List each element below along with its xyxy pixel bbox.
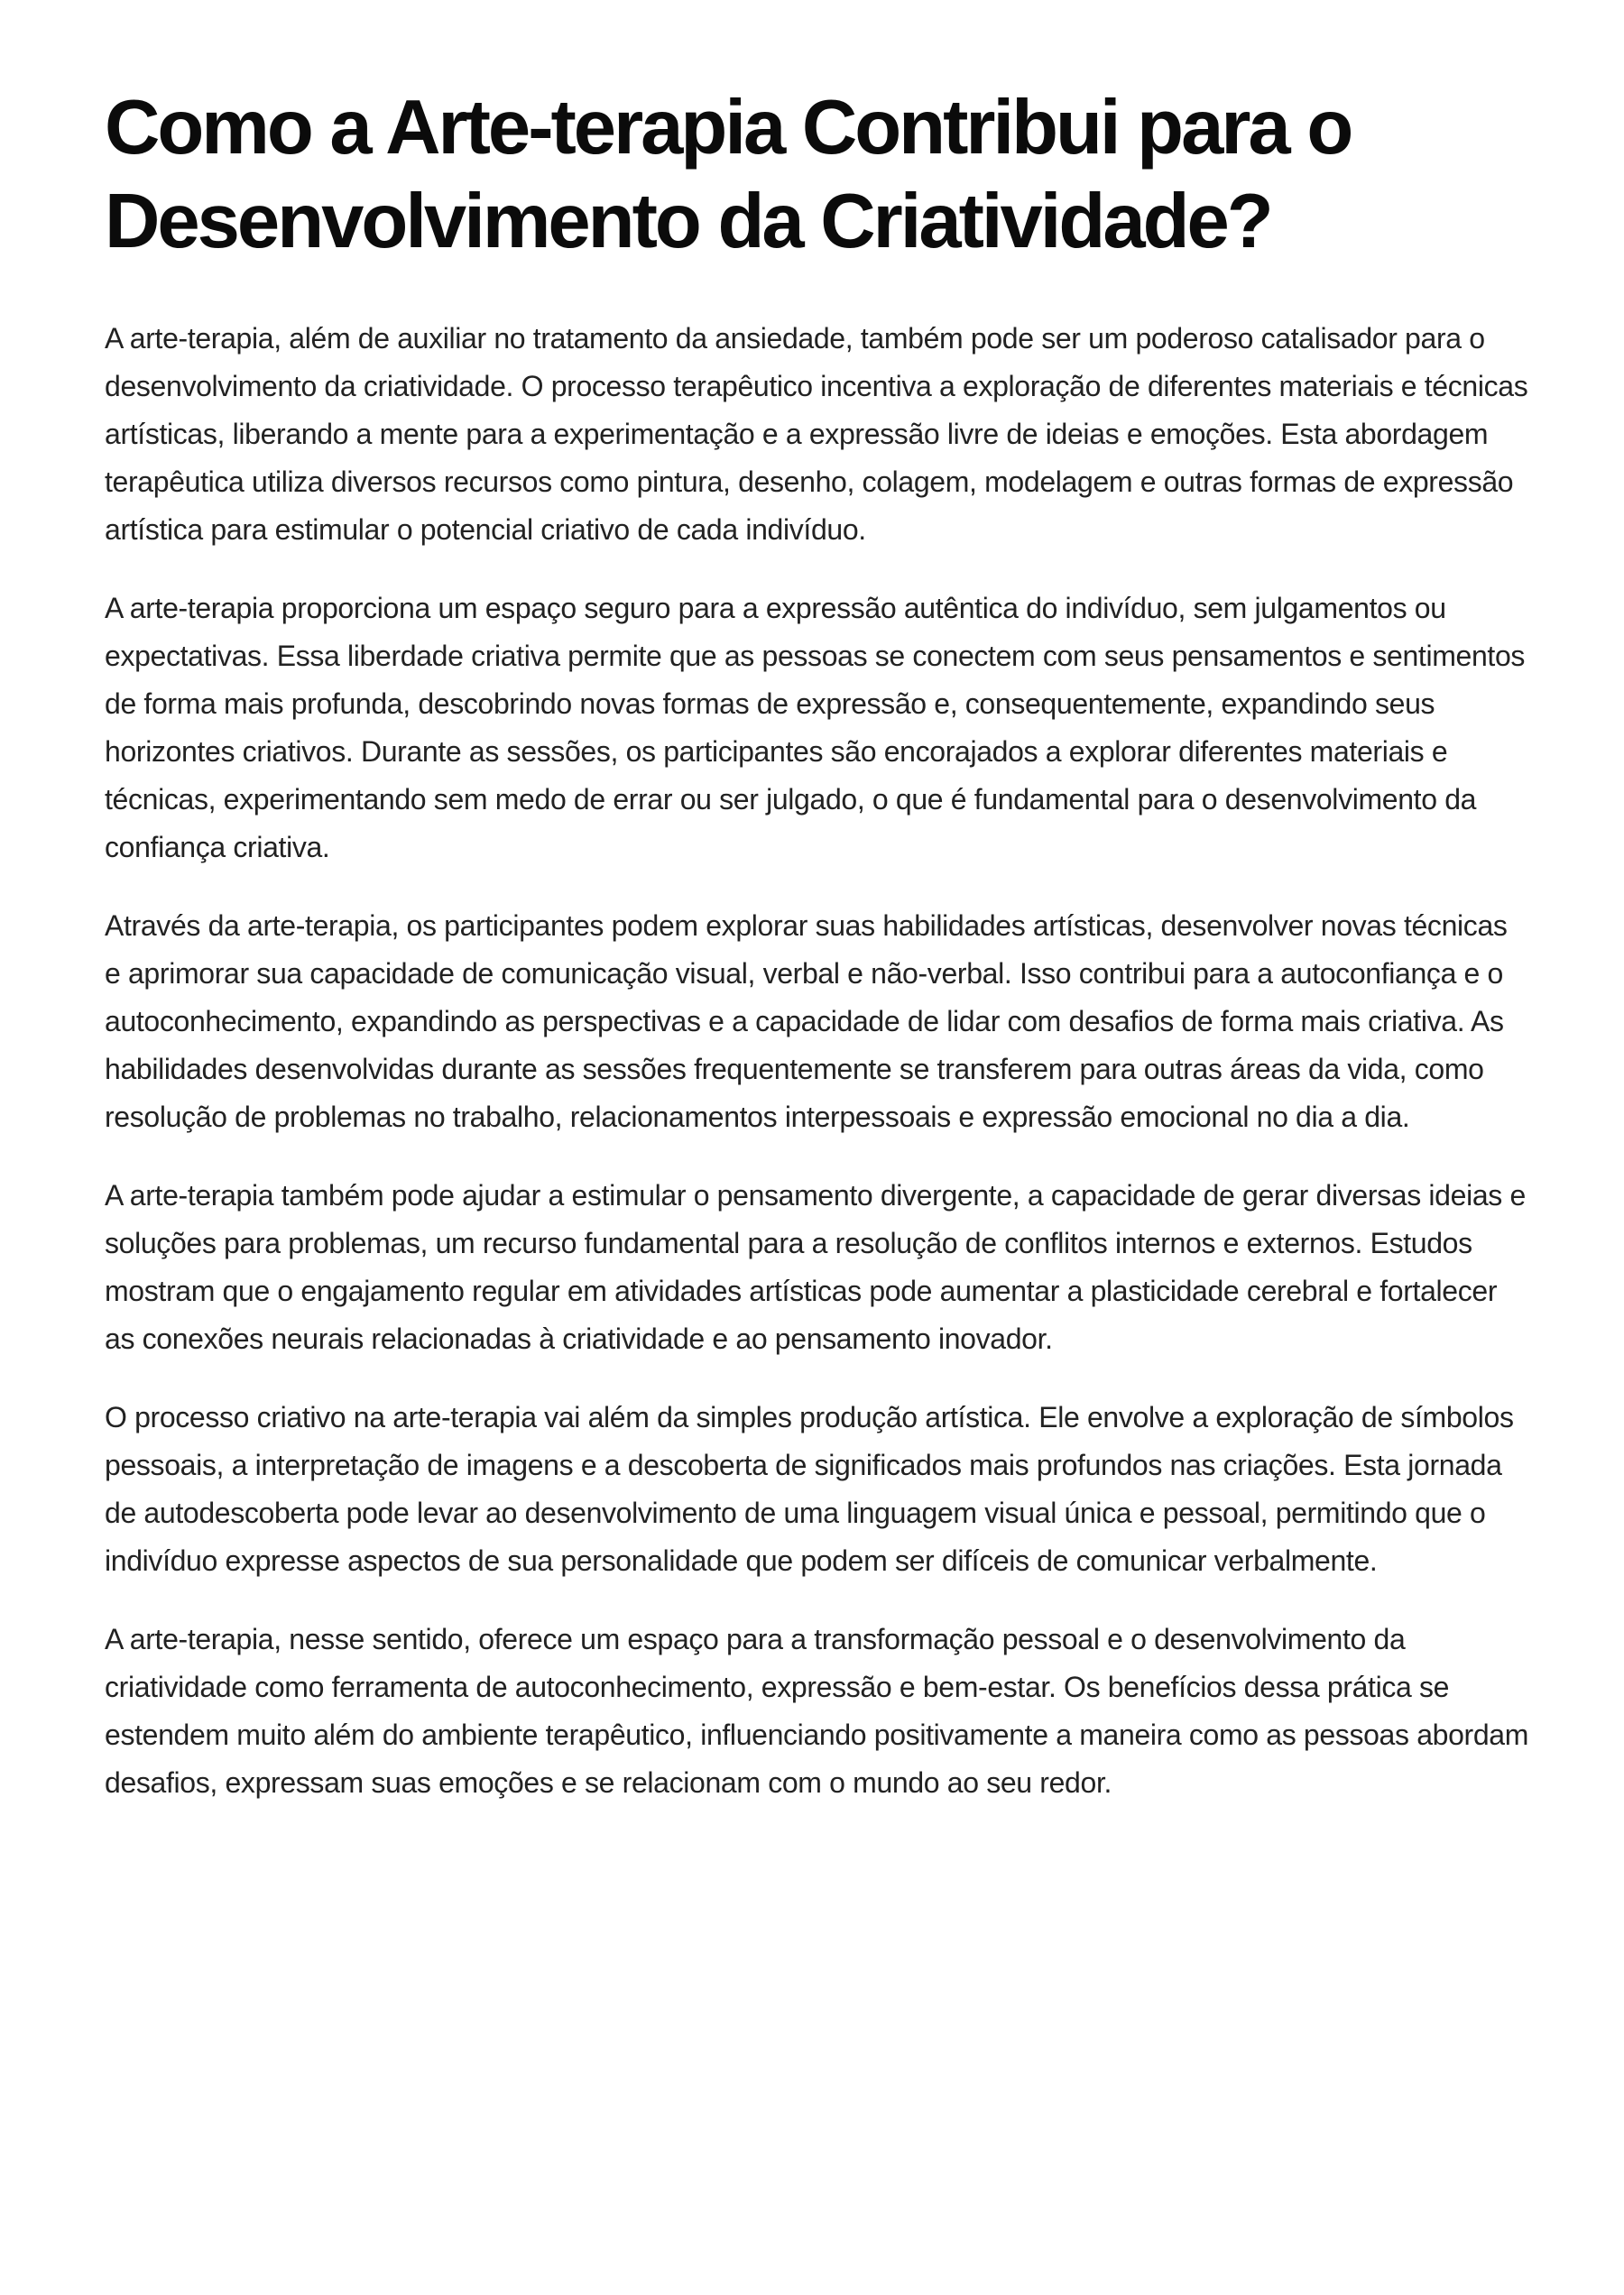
paragraph-3: Através da arte-terapia, os participantes podem explorar suas habilidades artísticas, desenvolver novas técnicas e aprimorar sua capacidade de comunicação visual, verbal e não-verbal. Isso contribui para a autoconfiança e o autoconhecimento, expandindo as perspectivas e a capacidade de lidar com desafios de forma mais criativa. As habilidades desenvolvidas durante as sessões frequentemente se transferem para outras áreas da vida, como resolução de problemas no trabalho, relacionamentos interpessoais e expressão emocional no dia a dia.	[105, 909, 1508, 1133]
paragraph-6: A arte-terapia, nesse sentido, oferece um espaço para a transformação pessoal e o desenvolvimento da criatividade como ferramenta de autoconhecimento, expressão e bem-estar. Os benefícios dessa prática se estendem muito além do ambiente terapêutico, influenciando positivamente a maneira como as pessoas abordam desafios, expressam suas emoções e se relacionam com o mundo ao seu redor.	[105, 1623, 1529, 1799]
paragraph-5: O processo criativo na arte-terapia vai além da simples produção artística. Ele envolve a exploração de símbolos pessoais, a interpretação de imagens e a descoberta de significados mais profundos nas criações. Esta jornada de autodescoberta pode levar ao desenvolvimento de uma linguagem visual única e pessoal, permitindo que o indivíduo expresse aspectos de sua personalidade que podem ser difíceis de comunicar verbalmente.	[105, 1401, 1514, 1577]
article-body	[105, 315, 1530, 1807]
paragraph-1: A arte-terapia, além de auxiliar no tratamento da ansiedade, também pode ser um poderoso catalisador para o desenvolvimento da criatividade. O processo terapêutico incentiva a exploração de diferentes materiais e técnicas artísticas, liberando a mente para a experimentação e a expressão livre de ideias e emoções. Esta abordagem terapêutica utiliza diversos recursos como pintura, desenho, colagem, modelagem e outras formas de expressão artística para estimular o potencial criativo de cada indivíduo.	[105, 322, 1528, 546]
page-title: Como a Arte-terapia Contribui para o Desenvolvimento da Criatividade?	[105, 85, 1352, 264]
document-page	[105, 81, 1530, 1838]
paragraph-2: A arte-terapia proporciona um espaço seguro para a expressão autêntica do indivíduo, sem julgamentos ou expectativas. Essa liberdade criativa permite que as pessoas se conectem com seus pensamentos e sentimentos de forma mais profunda, descobrindo novas formas de expressão e, consequentemente, expandindo seus horizontes criativos. Durante as sessões, os participantes são encorajados a explorar diferentes materiais e técnicas, experimentando sem medo de errar ou ser julgado, o que é fundamental para o desenvolvimento da confiança criativa.	[105, 592, 1526, 863]
paragraph-4: A arte-terapia também pode ajudar a estimular o pensamento divergente, a capacidade de gerar diversas ideias e soluções para problemas, um recurso fundamental para a resolução de conflitos internos e externos. Estudos mostram que o engajamento regular em atividades artísticas pode aumentar a plasticidade cerebral e fortalecer as conexões neurais relacionadas à criatividade e ao pensamento inovador.	[105, 1179, 1526, 1355]
